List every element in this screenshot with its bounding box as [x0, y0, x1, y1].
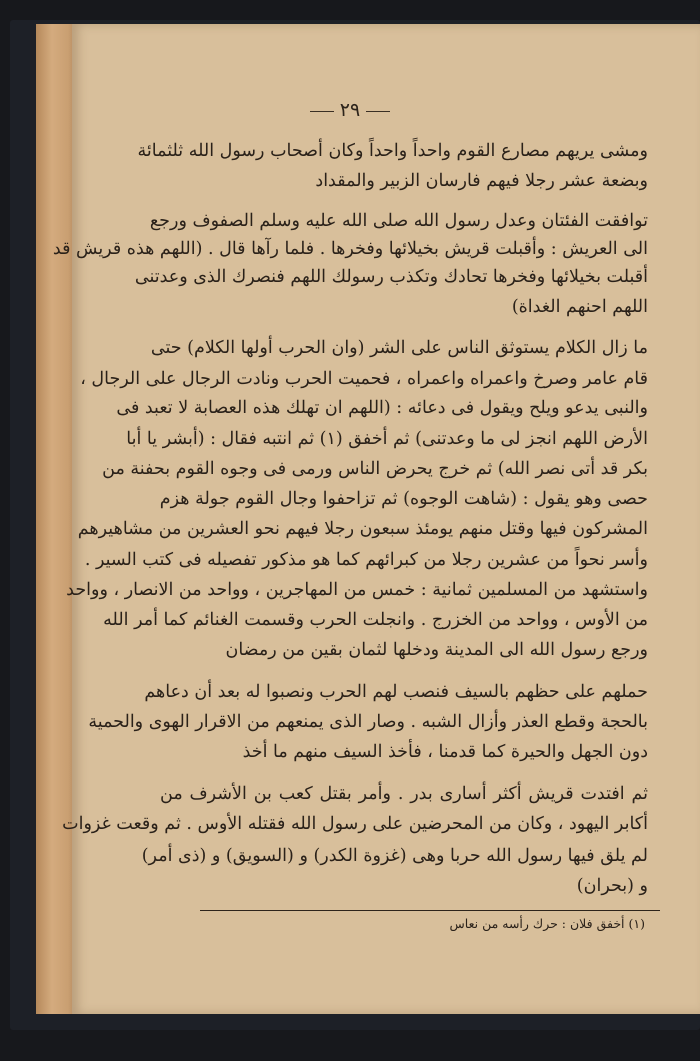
text-line: اللهم احنهم الغداة)	[511, 297, 648, 317]
text-line: واستشهد من المسلمين ثمانية : خمس من المهاجرين ، وواحد من الانصار ، وواحد	[66, 580, 648, 600]
text-line: توافقت الفئتان وعدل رسول الله صلى الله عليه وسلم الصفوف ورجع	[149, 211, 648, 231]
text-line: الى العريش : وأقبلت قريش بخيلائها وفخرها . فلما رآها قال . (اللهم هذه قريش قد	[52, 239, 648, 259]
text-line: ورجع رسول الله الى المدينة ودخلها لثمان بقين من رمضان	[225, 640, 648, 660]
text-line: بكر قد أتى نصر الله) ثم خرج يحرض الناس ورمى فى وجوه القوم بحفنة من	[102, 459, 648, 479]
text-line: ما زال الكلام يستوثق الناس على الشر (وان الحرب أولها الكلام) حتى	[150, 338, 648, 358]
text-line: ثم افتدت قريش أكثر أسارى بدر . وأمر بقتل كعب بن الأشرف من	[160, 784, 648, 804]
text-line: من الأوس ، وواحد من الخزرج . وانجلت الحرب وقسمت الغنائم كما أمر الله	[103, 610, 648, 630]
text-line: و (بحران)	[576, 876, 648, 896]
text-line: ومشى يريهم مصارع القوم واحداً واحداً وكان أصحاب رسول الله ثلثمائة	[137, 141, 648, 161]
text-line: حملهم على حظهم بالسيف فنصب لهم الحرب ونصبوا له بعد أن دعاهم	[144, 682, 648, 702]
text-line: وبضعة عشر رجلا فيهم فارسان الزبير والمقداد	[315, 171, 648, 191]
text-line: لم يلق فيها رسول الله حربا وهى (غزوة الكدر) و (السويق) و (ذى أمر)	[141, 846, 648, 866]
text-line: حصى وهو يقول : (شاهت الوجوه) ثم تزاحفوا وجال القوم جولة هزم	[159, 489, 648, 509]
text-line: الأرض اللهم انجز لى ما وعدتنى) ثم أخفق (١) ثم انتبه فقال : (أبشر يا أبا	[126, 429, 648, 449]
text-line: دون الجهل والحيرة كما قدمنا ، فأخذ السيف منهم ما أخذ	[242, 742, 648, 762]
footnote-divider	[200, 910, 660, 911]
text-line: بالحجة وقطع العذر وأزال الشبه . وصار الذى يمنعهم من الاقرار الهوى والحمية	[88, 712, 648, 732]
text-line: والنبى يدعو ويلح ويقول فى دعائه : (اللهم ان تهلك هذه العصابة لا تعبد فى	[116, 398, 648, 418]
page-number: ٢٩	[0, 99, 700, 121]
footnote: (١) أخفق فلان : حرك رأسه من نعاس	[449, 916, 645, 931]
text-line: أقبلت بخيلائها وفخرها تحادك وتكذب رسولك اللهم فنصرك الذى وعدتنى	[134, 267, 648, 287]
text-line: المشركون فيها وقتل منهم يومئذ سبعون رجلا فيهم نحو العشرين من مشاهيرهم	[77, 519, 648, 539]
text-line: قام عامر وصرخ واعمراه واعمراه ، فحميت الحرب ونادت الرجال على الرجال ،	[80, 369, 648, 389]
text-line: أكابر اليهود ، وكان من المحرضين على رسول الله فقتله الأوس . ثم وقعت غزوات	[62, 814, 648, 834]
text-line: وأسر نحواً من عشرين رجلا من كبرائهم كما هو مذكور تفصيله فى كتب السير .	[84, 550, 648, 570]
page-edges	[36, 24, 76, 1014]
